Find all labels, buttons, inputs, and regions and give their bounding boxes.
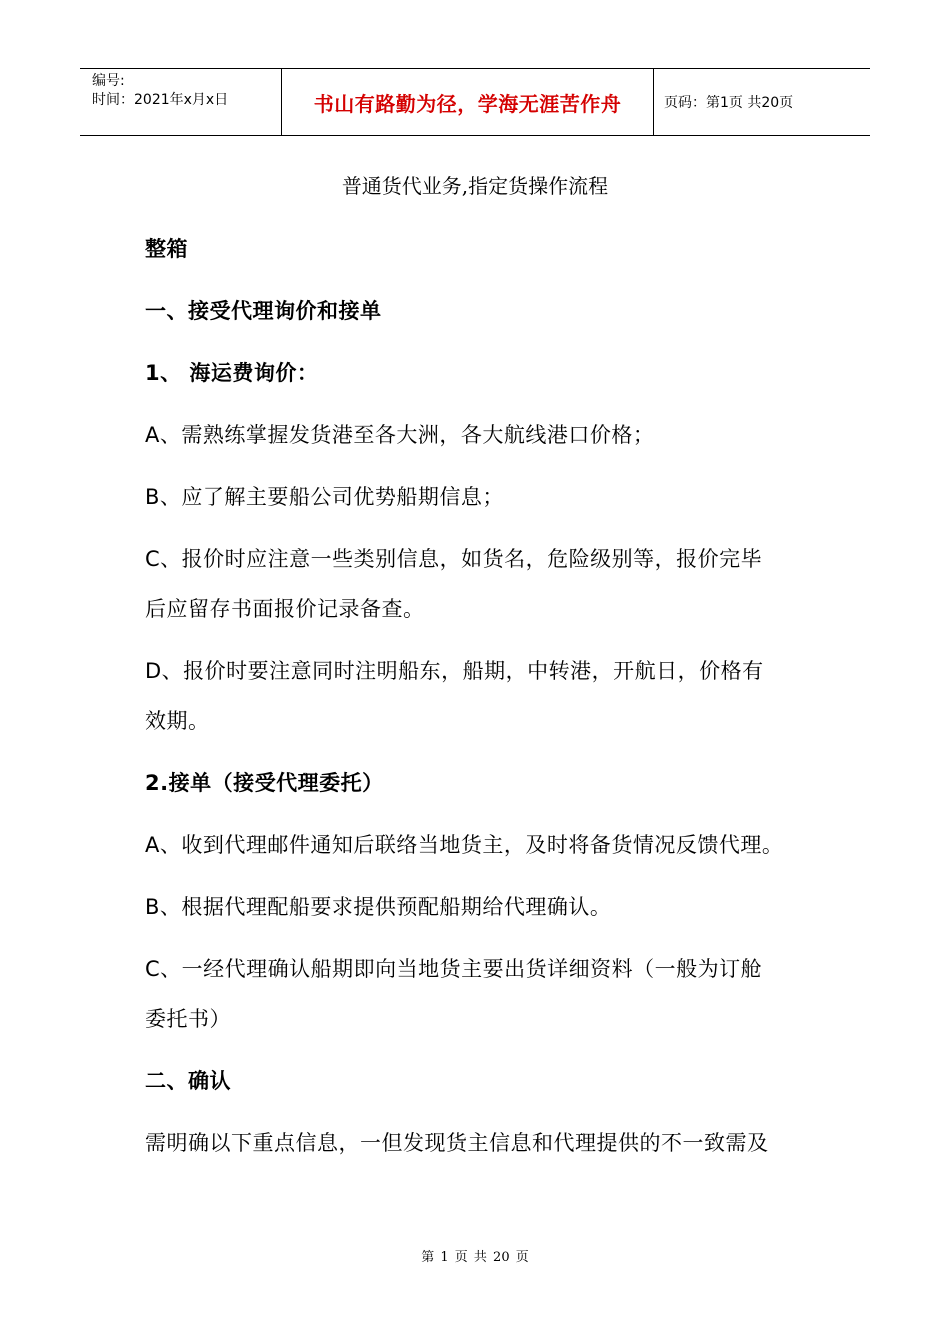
header-table: [80, 68, 870, 136]
heading-2: 二、确认: [145, 1069, 231, 1093]
header-motto: 书山有路勤为径，学海无涯苦作舟: [313, 91, 622, 116]
paragraph-continuation: 后应留存书面报价记录备查。: [145, 597, 425, 621]
header-meta-cell: [80, 69, 282, 135]
document-date: 时间：2021年x月x日: [92, 92, 229, 108]
paragraph: B、根据代理配船要求提供预配船期给代理确认。: [145, 895, 612, 919]
section-heading: 整箱: [145, 237, 188, 261]
paragraph: A、需熟练掌握发货港至各大洲，各大航线港口价格；: [145, 423, 655, 447]
page-footer: 第 1 页 共 20 页: [421, 1250, 529, 1265]
subheading-1: 1、 海运费询价：: [145, 361, 319, 385]
heading-1: 一、接受代理询价和接单: [145, 299, 382, 323]
header-page-cell: [654, 69, 870, 135]
document-number-label: 编号:: [92, 73, 125, 89]
paragraph-continuation: 效期。: [145, 709, 210, 733]
paragraph: A、收到代理邮件通知后联络当地货主，及时将备货情况反馈代理。: [145, 833, 784, 857]
paragraph-continuation: 委托书）: [145, 1007, 231, 1031]
paragraph: D、报价时要注意同时注明船东，船期，中转港，开航日，价格有: [145, 659, 764, 683]
header-page-info: 页码：第1页 共20页: [664, 95, 794, 111]
paragraph: 需明确以下重点信息，一但发现货主信息和代理提供的不一致需及: [145, 1131, 769, 1155]
header-motto-cell: [282, 69, 654, 135]
paragraph: C、一经代理确认船期即向当地货主要出货详细资料（一般为订舱: [145, 957, 763, 981]
subheading-2: 2.接单（接受代理委托）: [145, 771, 384, 795]
paragraph: C、报价时应注意一些类别信息，如货名，危险级别等，报价完毕: [145, 547, 763, 571]
paragraph: B、应了解主要船公司优势船期信息；: [145, 485, 504, 509]
document-title: 普通货代业务,指定货操作流程: [341, 174, 609, 198]
